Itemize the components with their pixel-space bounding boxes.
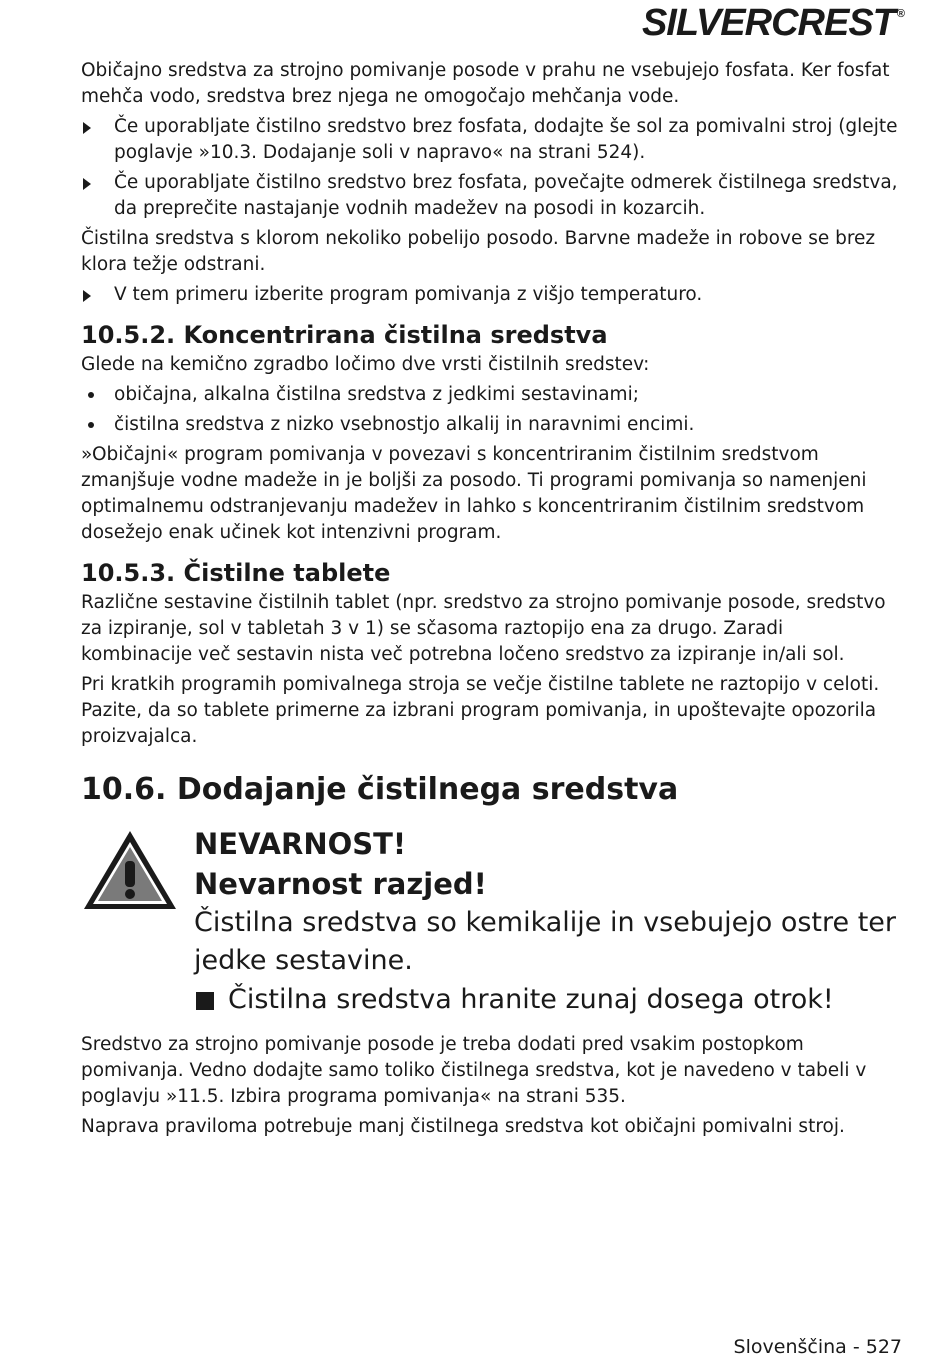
warning-triangle-icon [81, 828, 179, 912]
arrow-bullet-icon [83, 178, 91, 190]
arrow-item-2 [81, 170, 899, 222]
heading-10-6: 10.6. Dodajanje čistilnega sredstva [81, 772, 679, 807]
danger-warning-box [81, 824, 899, 1020]
brand-logo-text: SILVERCREST [641, 2, 895, 44]
square-bullet-icon [196, 992, 214, 1010]
bullet-item-1 [81, 382, 899, 408]
section-106-paragraph-2: Naprava praviloma potrebuje manj čistilnega sredstva kot običajni pomivalni stroj. [81, 1116, 845, 1137]
section-1052-paragraph-1: Glede na kemično zgradbo ločimo dve vrsti čistilnih sredstev: [81, 354, 650, 375]
bullet-item-text: čistilna sredstva z nizko vsebnostjo alkalij in naravnimi encimi. [114, 414, 695, 435]
arrow-item-1 [81, 114, 899, 166]
arrow-item-text: V tem primeru izberite program pomivanja z višjo temperaturo. [114, 284, 703, 305]
arrow-item-text: Če uporabljate čistilno sredstvo brez fosfata, dodajte še sol za pomivalni stroj (glejte poglavje »10.3. Dodajanje soli v napravo« na strani 524). [114, 116, 898, 163]
warning-title: NEVARNOST! [194, 827, 407, 861]
bullet-item-text: običajna, alkalna čistilna sredstva z jedkimi sestavinami; [114, 384, 639, 405]
heading-10-5-3: 10.5.3. Čistilne tablete [81, 559, 391, 587]
brand-logo [642, 2, 904, 45]
registered-mark: ® [896, 8, 904, 20]
warning-item-text: Čistilna sredstva hranite zunaj dosega otrok! [228, 984, 834, 1015]
intro-paragraph-2: Čistilna sredstva s klorom nekoliko pobelijo posodo. Barvne madeže in robove se brez klora težje odstrani. [81, 228, 876, 275]
bullet-item-2 [81, 412, 899, 438]
section-106-paragraph-1: Sredstvo za strojno pomivanje posode je treba dodati pred vsakim postopkom pomivanja. Vedno dodajte samo toliko čistilnega sredstva, kot je navedeno v tabeli v poglavju »11.5. Izbira programa pomivanja« na strani 535. [81, 1034, 867, 1107]
dot-bullet-icon [88, 422, 94, 428]
section-1053-paragraph-2: Pri kratkih programih pomivalnega stroja se večje čistilne tablete ne raztopijo v celoti. Pazite, da so tablete primerne za izbrani program pomivanja, in upoštevajte opozorila proizvajalca. [81, 674, 880, 747]
section-1052-paragraph-2: »Običajni« program pomivanja v povezavi s koncentriranim čistilnim sredstvom zmanjšuje vodne madeže in je boljši za posodo. Ti programi pomivanja so namenjeni optimalnemu odstranjevanju madežev in lahko s koncentriranim čistilnim sredstvom dosežejo enak učinek kot intenzivni program. [81, 444, 867, 543]
dot-bullet-icon [88, 392, 94, 398]
intro-paragraph-1: Običajno sredstva za strojno pomivanje posode v prahu ne vsebujejo fosfata. Ker fosfat mehča vodo, sredstva brez njega ne omogočajo mehčanja vode. [81, 60, 890, 107]
arrow-bullet-icon [83, 122, 91, 134]
page-footer: Slovenščina - 527 [733, 1336, 902, 1358]
warning-text: Čistilna sredstva so kemikalije in vsebujejo ostre ter jedke sestavine. [194, 907, 896, 976]
arrow-item-3 [81, 282, 899, 308]
arrow-item-text: Če uporabljate čistilno sredstvo brez fosfata, povečajte odmerek čistilnega sredstva, da preprečite nastajanje vodnih madežev na posodi in kozarcih. [114, 172, 898, 219]
page-content [81, 58, 899, 1144]
arrow-bullet-icon [83, 290, 91, 302]
section-1053-paragraph-1: Različne sestavine čistilnih tablet (npr. sredstvo za strojno pomivanje posode, sredstvo za izpiranje, sol v tabletah 3 v 1) se sčasoma raztopijo ena za drugo. Zaradi kombinacije več sestavin nista več potrebna ločeno sredstvo za izpiranje in/ali sol. [81, 592, 886, 665]
warning-item [194, 980, 899, 1020]
heading-10-5-2: 10.5.2. Koncentrirana čistilna sredstva [81, 321, 608, 349]
warning-subtitle: Nevarnost razjed! [194, 867, 487, 901]
